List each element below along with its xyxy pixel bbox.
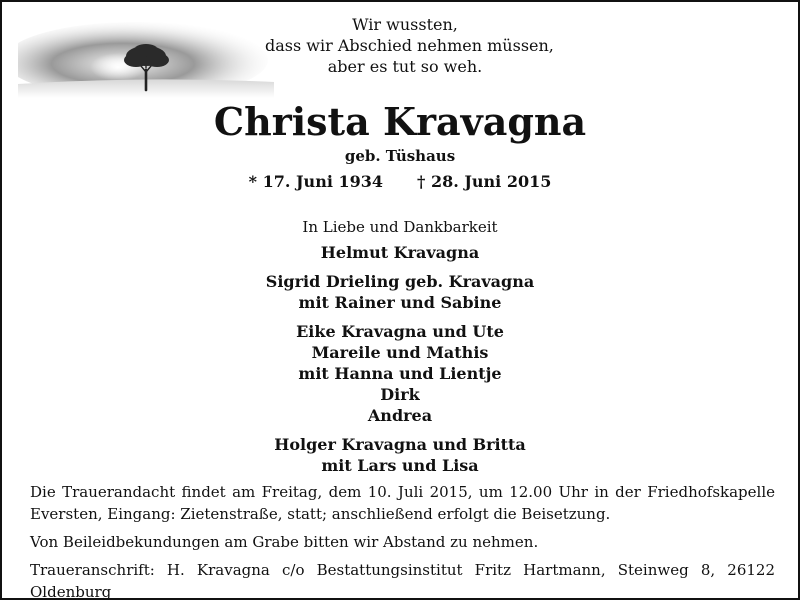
death-date: † 28. Juni 2015 bbox=[417, 172, 552, 191]
family-group bbox=[0, 321, 800, 426]
family-line: Eike Kravagna und Ute bbox=[296, 322, 504, 341]
family-line: mit Rainer und Sabine bbox=[298, 293, 502, 312]
family-group bbox=[0, 242, 800, 263]
life-dates bbox=[0, 171, 800, 193]
family-line: Holger Kravagna und Britta bbox=[274, 435, 526, 454]
tree-image bbox=[18, 22, 274, 98]
quote-line: Wir wussten, bbox=[352, 15, 458, 34]
family-line: Mareile und Mathis bbox=[311, 343, 489, 362]
tree-icon bbox=[18, 22, 274, 98]
ceremony-info: Die Trauerandacht findet am Freitag, dem 10. Juli 2015, um 12.00 Uhr in der Friedhofskapelle Eversten, Eingang: Zietenstraße, statt; anschließend erfolgt die Beisetzung. bbox=[30, 483, 775, 523]
mourners-intro: In Liebe und Dankbarkeit bbox=[302, 218, 498, 236]
mourners-list bbox=[0, 242, 800, 484]
family-line: Sigrid Drieling geb. Kravagna bbox=[265, 272, 535, 291]
mourning-address: Traueranschrift: H. Kravagna c/o Bestattungsinstitut Fritz Hartmann, Steinweg 8, 26122 Oldenburg bbox=[30, 561, 775, 601]
family-line: mit Lars und Lisa bbox=[321, 456, 479, 475]
family-line: Andrea bbox=[367, 406, 433, 425]
family-line: Dirk bbox=[380, 385, 420, 404]
birth-date: * 17. Juni 1934 bbox=[248, 172, 383, 191]
deceased-name: Christa Kravagna bbox=[213, 99, 587, 144]
family-group bbox=[0, 271, 800, 313]
funeral-details bbox=[30, 481, 775, 609]
condolence-request: Von Beileidbekundungen am Grabe bitten wir Abstand zu nehmen. bbox=[30, 533, 539, 551]
family-group bbox=[0, 434, 800, 476]
memorial-quote bbox=[265, 14, 554, 77]
family-line: Helmut Kravagna bbox=[320, 243, 480, 262]
birth-name: geb. Tüshaus bbox=[344, 147, 456, 165]
quote-line: dass wir Abschied nehmen müssen, bbox=[265, 36, 554, 55]
family-line: mit Hanna und Lientje bbox=[298, 364, 502, 383]
quote-line: aber es tut so weh. bbox=[327, 57, 483, 76]
